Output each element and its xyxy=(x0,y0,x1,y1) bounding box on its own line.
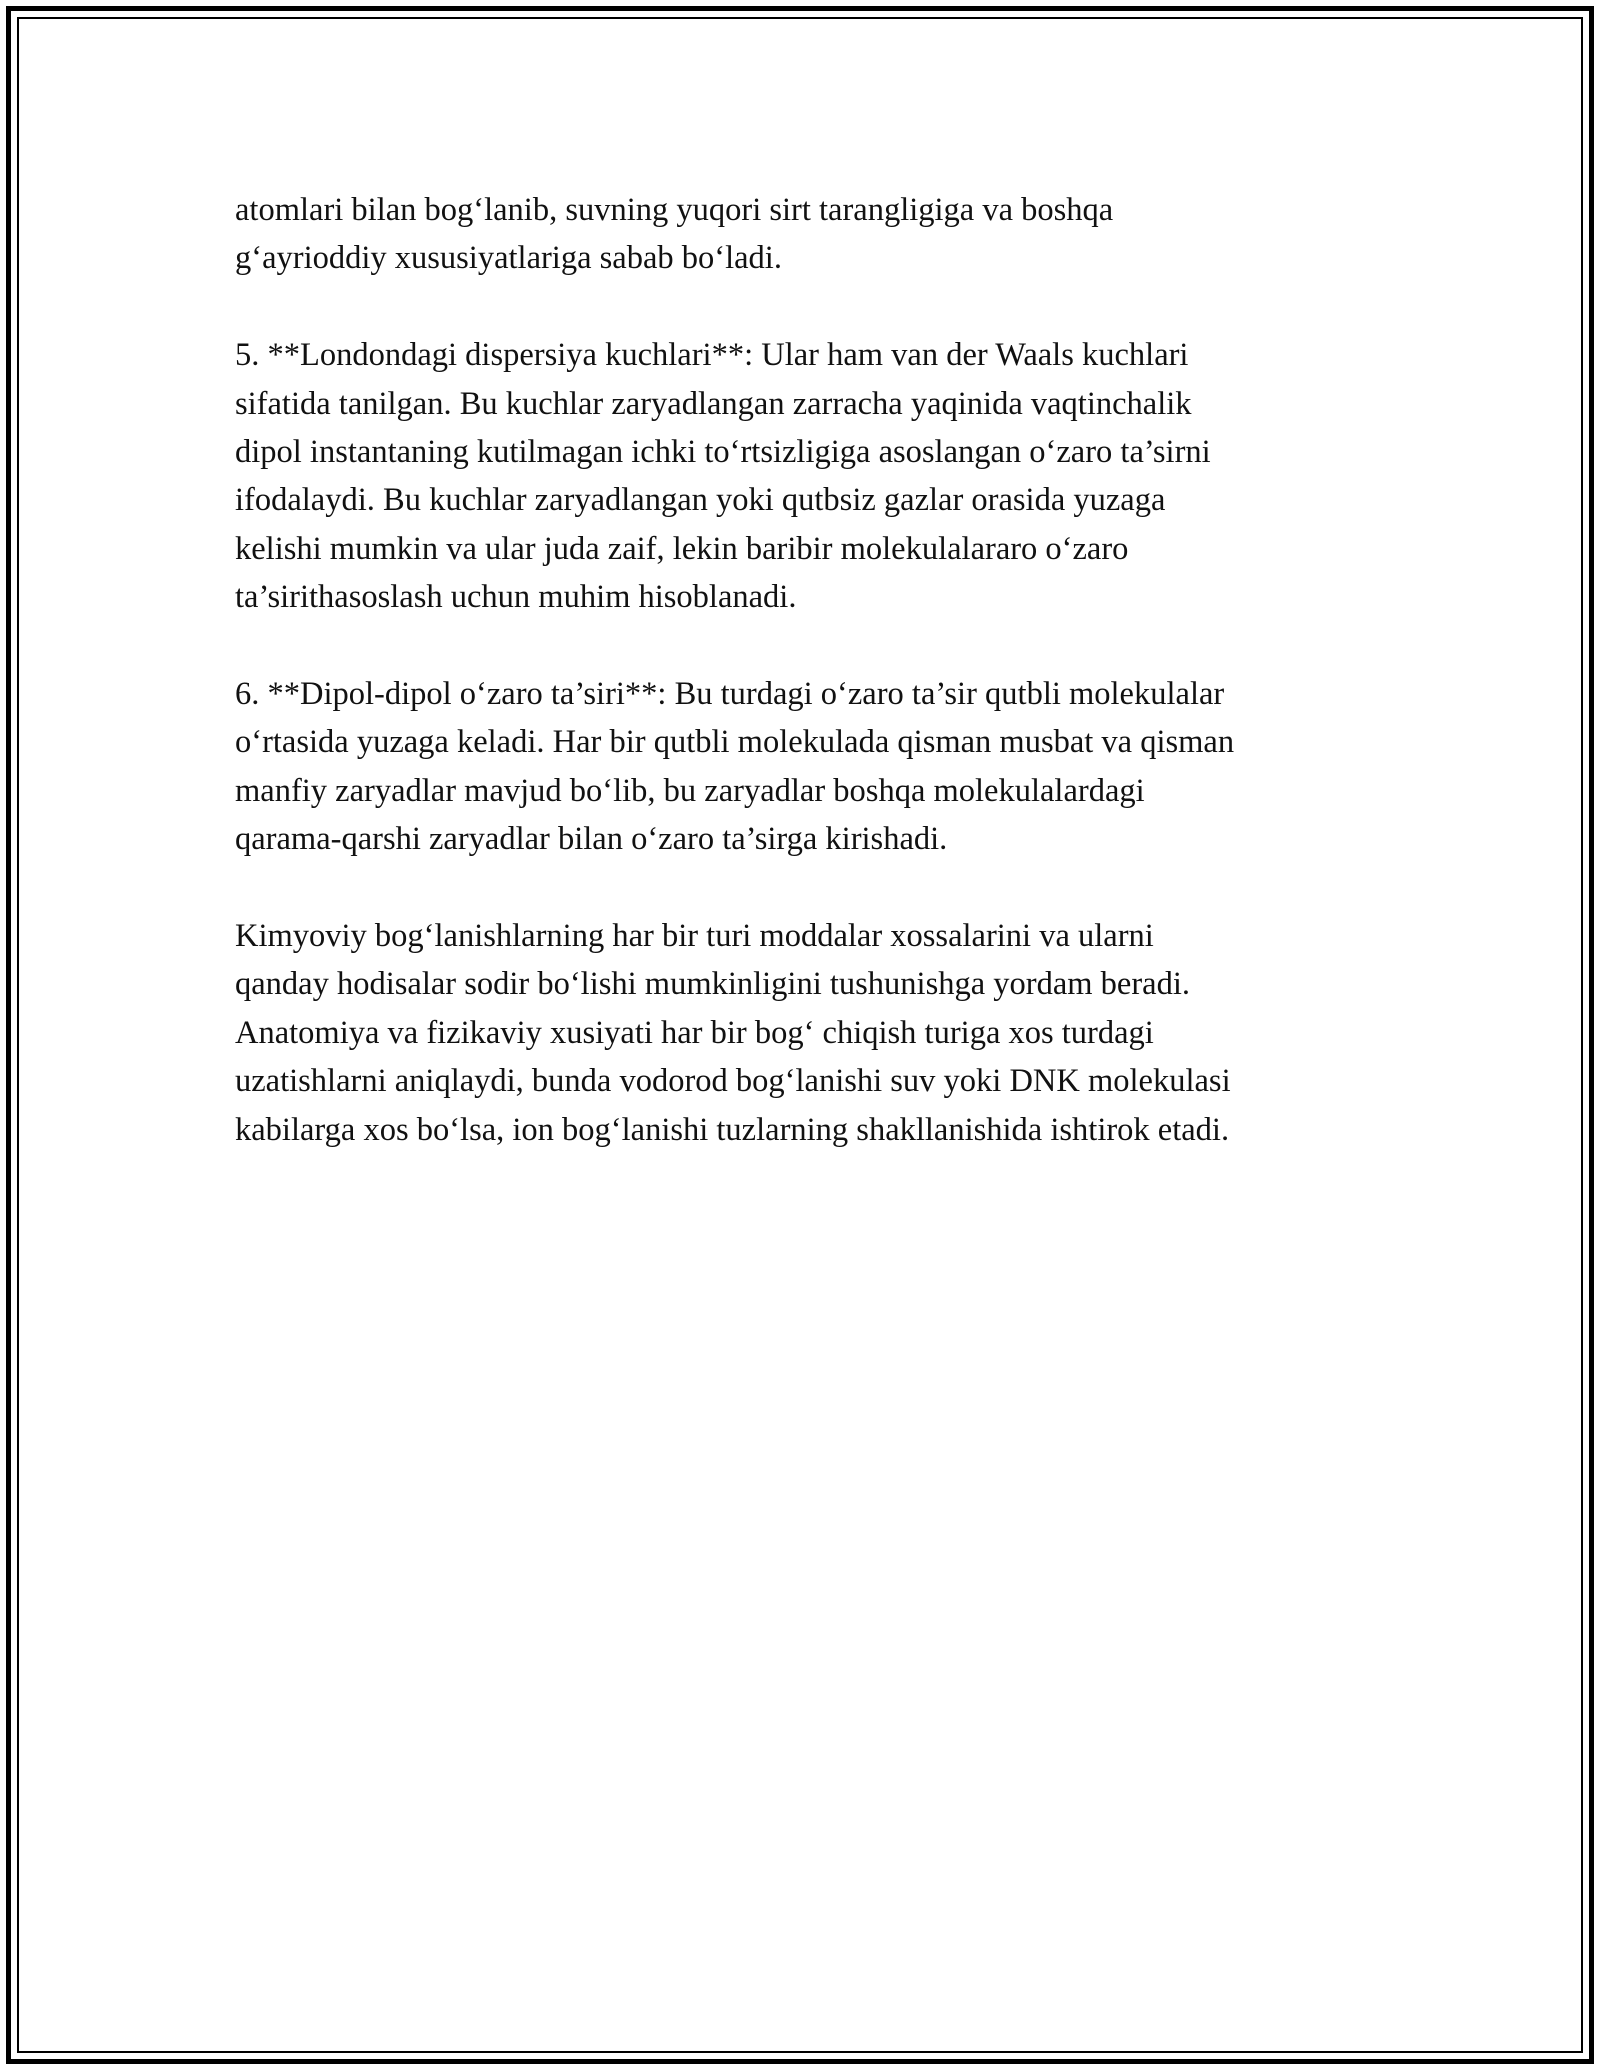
text-line: atomlari bilan bog‘lanib, suvning yuqori sirt tarangligiga va boshqa xyxy=(235,192,1114,228)
text-line: Anatomiya va fizikaviy xusiyati har bir bog‘ chiqish turiga xos turdagi xyxy=(235,1014,1154,1051)
text-line: Kimyoviy bog‘lanishlarning har bir turi moddalar xossalarini va ularni xyxy=(235,918,1154,955)
paragraph-continuation xyxy=(235,186,1415,283)
text-line: sifatida tanilgan. Bu kuchlar zaryadlangan zarracha yaqinida vaqtinchalik xyxy=(235,385,1192,422)
text-line: uzatishlarni aniqlaydi, bunda vodorod bog‘lanishi suv yoki DNK molekulasi xyxy=(235,1063,1231,1100)
document-body xyxy=(235,186,1415,1154)
paragraph-gap xyxy=(235,622,1415,670)
text-line: g‘ayrioddiy xususiyatlariga sabab bo‘ladi. xyxy=(235,240,782,277)
text-line: ta’sirithasoslash uchun muhim hisoblanadi. xyxy=(235,579,797,616)
text-line: qanday hodisalar sodir bo‘lishi mumkinligini tushunishga yordam beradi. xyxy=(235,966,1191,1003)
paragraph-item-5 xyxy=(235,331,1415,621)
text-line: manfiy zaryadlar mavjud bo‘lib, bu zaryadlar boshqa molekulalardagi xyxy=(235,772,1145,809)
paragraph-gap xyxy=(235,864,1415,912)
text-line: 6. **Dipol-dipol o‘zaro ta’siri**: Bu turdagi o‘zaro ta’sir qutbli molekulalar xyxy=(235,676,1225,713)
text-line: kelishi mumkin va ular juda zaif, lekin baribir molekulalararo o‘zaro xyxy=(235,530,1129,567)
text-line: qarama-qarshi zaryadlar bilan o‘zaro ta’sirga kirishadi. xyxy=(235,821,948,858)
text-line: ifodalaydi. Bu kuchlar zaryadlangan yoki qutbsiz gazlar orasida yuzaga xyxy=(235,482,1166,519)
text-line: dipol instantaning kutilmagan ichki to‘rtsizligiga asoslangan o‘zaro ta’sirni xyxy=(235,434,1211,471)
text-line: kabilarga xos bo‘lsa, ion bog‘lanishi tuzlarning shakllanishida ishtirok etadi. xyxy=(235,1111,1230,1148)
paragraph-gap xyxy=(235,283,1415,331)
paragraph-conclusion xyxy=(235,912,1415,1154)
paragraph-item-6 xyxy=(235,670,1415,864)
text-line: 5. **Londondagi dispersiya kuchlari**: Ular ham van der Waals kuchlari xyxy=(235,337,1189,374)
text-line: o‘rtasida yuzaga keladi. Har bir qutbli molekulada qisman musbat va qisman xyxy=(235,724,1235,761)
